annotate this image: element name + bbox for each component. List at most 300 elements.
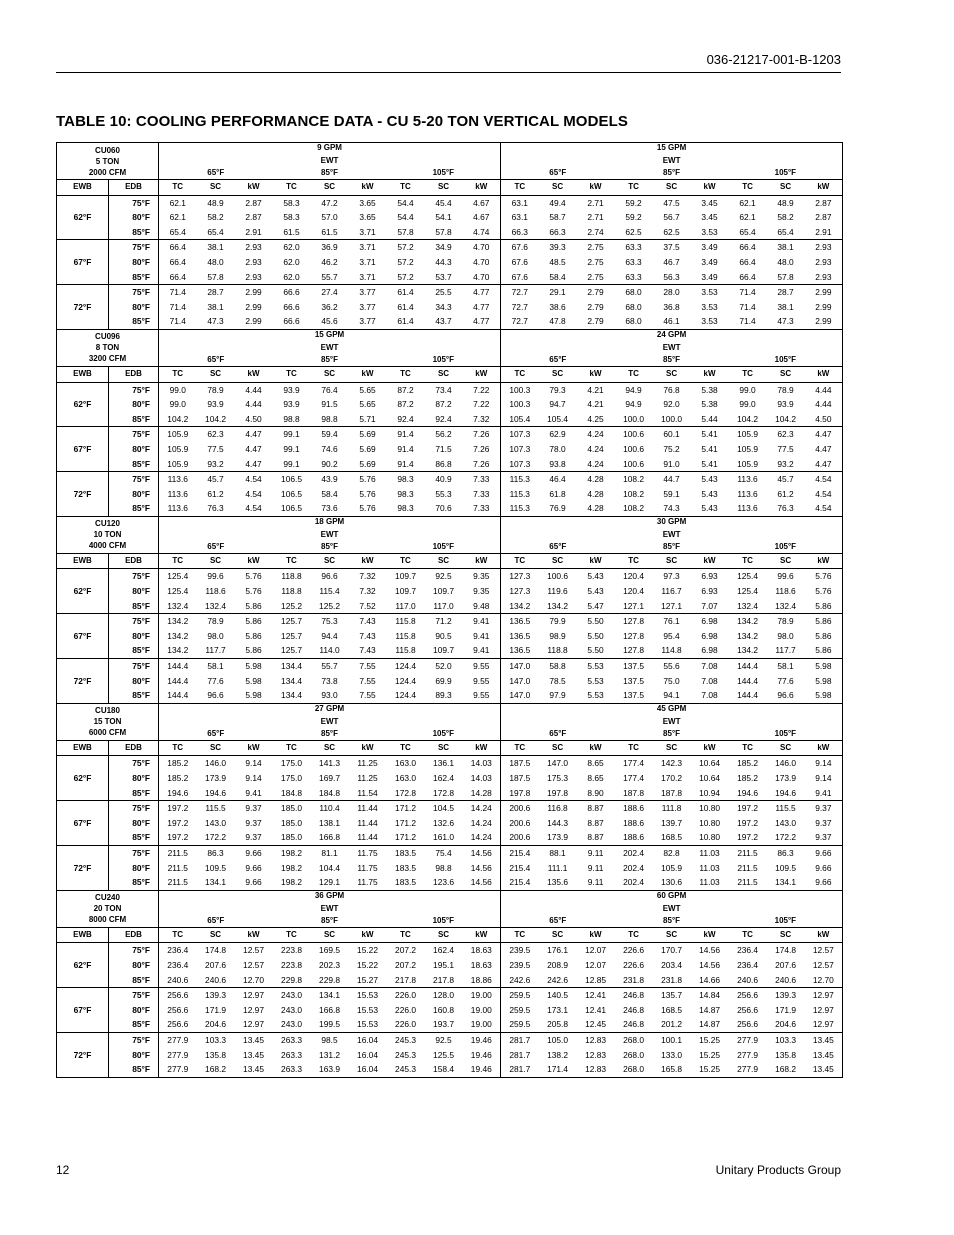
data-cell: 29.1 (539, 285, 577, 300)
data-cell: 5.69 (359, 443, 376, 454)
data-cell: 5.38 (701, 399, 718, 410)
gpm-label: 15 GPM (656, 143, 687, 152)
data-cell: 120.4 (623, 571, 645, 582)
data-cell: 197.2 (167, 832, 189, 843)
data-cell: 115.3 (509, 503, 530, 514)
data-cell: 95.4 (663, 630, 680, 641)
data-cell: 108.2 (615, 472, 653, 487)
column-label: kW (805, 180, 843, 196)
data-cell: 113.6 (737, 488, 758, 499)
model-cfm: 4000 CFM (88, 541, 127, 551)
data-cell: 10.64 (699, 773, 721, 783)
edb-value: 75°F (109, 382, 159, 397)
ewb-value: 67°F (57, 801, 109, 846)
data-cell: 99.0 (169, 384, 186, 395)
data-cell: 55.6 (653, 659, 691, 674)
data-cell: 104.2 (737, 413, 759, 424)
data-cell: 87.2 (435, 399, 452, 410)
data-cell: 99.1 (283, 443, 300, 454)
table-row (57, 830, 843, 845)
edb-value: 75°F (109, 756, 159, 771)
data-cell: 143.0 (205, 817, 226, 828)
ewb-value: 72°F (57, 285, 109, 330)
ewt-temperature: 85°F (663, 541, 681, 551)
data-cell: 58.1 (767, 659, 805, 674)
data-cell: 256.6 (159, 988, 197, 1003)
data-cell: 77.6 (207, 675, 224, 686)
data-cell: 2.87 (815, 197, 832, 208)
data-cell: 58.3 (283, 212, 300, 223)
data-cell: 44.3 (435, 256, 452, 267)
data-cell: 115.5 (197, 801, 235, 816)
data-cell: 144.4 (737, 675, 759, 686)
data-cell: 57.8 (777, 271, 794, 282)
column-label: TC (501, 740, 539, 756)
data-cell: 184.8 (281, 787, 302, 798)
data-cell: 100.3 (509, 399, 531, 410)
column-label: kW (463, 553, 501, 569)
edb-value: 85°F (109, 225, 159, 240)
data-cell: 98.8 (435, 862, 452, 873)
data-cell: 62.1 (169, 197, 186, 208)
ewt-temperature: 85°F (663, 915, 681, 925)
data-cell: 62.3 (767, 427, 805, 442)
data-cell: 5.43 (701, 503, 718, 514)
data-cell: 201.2 (661, 1019, 683, 1030)
edb-value: 75°F (109, 569, 159, 584)
gpm-label: 18 GPM (159, 516, 501, 529)
data-cell: 48.9 (777, 197, 794, 208)
data-cell: 5.76 (245, 586, 262, 597)
data-cell: 203.4 (661, 959, 683, 970)
table-row (57, 412, 843, 427)
data-cell: 71.5 (435, 443, 452, 454)
data-cell: 7.55 (359, 675, 376, 686)
model-size: 10 TON (93, 530, 122, 540)
data-cell: 75.3 (311, 614, 349, 629)
data-cell: 100.0 (623, 413, 645, 424)
data-cell: 49.4 (549, 197, 566, 208)
data-cell: 132.4 (205, 600, 226, 611)
data-cell: 174.8 (205, 945, 226, 956)
data-cell: 15.53 (349, 988, 387, 1003)
data-cell: 183.5 (395, 862, 416, 873)
table-row (57, 816, 843, 831)
column-label: TC (159, 366, 197, 382)
data-cell: 194.6 (737, 787, 759, 798)
data-cell: 90.5 (435, 630, 452, 641)
data-cell: 135.7 (653, 988, 691, 1003)
data-cell: 9.41 (463, 643, 501, 658)
data-cell: 5.98 (815, 690, 832, 701)
data-cell: 46.4 (539, 472, 577, 487)
data-cell: 245.3 (395, 1064, 416, 1075)
data-cell: 107.3 (501, 427, 539, 442)
column-label: TC (387, 366, 425, 382)
data-cell: 15.22 (357, 945, 378, 956)
data-cell: 107.3 (509, 443, 531, 454)
data-cell: 9.41 (815, 787, 832, 798)
data-cell: 74.6 (321, 443, 338, 454)
data-cell: 105.9 (167, 458, 189, 469)
data-cell: 67.6 (501, 240, 539, 255)
data-cell: 16.04 (349, 1032, 387, 1047)
data-cell: 263.3 (281, 1049, 302, 1060)
data-cell: 139.3 (767, 988, 805, 1003)
ewt-temperature: 85°F (321, 728, 338, 738)
data-cell: 226.0 (395, 1019, 416, 1030)
data-cell: 138.1 (319, 817, 340, 828)
data-cell: 12.41 (577, 988, 615, 1003)
data-cell: 97.9 (549, 690, 566, 701)
data-cell: 183.5 (395, 877, 416, 888)
data-cell: 82.8 (653, 845, 691, 860)
table-row (57, 1032, 843, 1047)
data-cell: 137.5 (623, 675, 645, 686)
data-cell: 19.46 (463, 1062, 501, 1077)
edb-value: 75°F (109, 472, 159, 487)
data-cell: 211.5 (167, 862, 188, 873)
table-row (57, 300, 843, 315)
data-cell: 3.71 (359, 256, 376, 267)
data-cell: 113.6 (159, 472, 197, 487)
data-cell: 73.4 (435, 384, 452, 395)
data-cell: 259.5 (509, 1004, 531, 1015)
data-cell: 197.2 (737, 832, 759, 843)
data-cell: 199.5 (319, 1019, 340, 1030)
data-cell: 54.4 (397, 197, 414, 208)
data-cell: 108.2 (623, 503, 645, 514)
data-cell: 98.0 (777, 630, 794, 641)
data-cell: 188.6 (623, 817, 645, 828)
data-cell: 12.70 (243, 974, 264, 985)
model-cfm: 2000 CFM (88, 167, 127, 177)
data-cell: 109.7 (433, 645, 454, 656)
data-cell: 7.26 (463, 427, 501, 442)
table-row (57, 845, 843, 860)
edb-value: 75°F (109, 845, 159, 860)
data-cell: 11.75 (357, 877, 378, 888)
data-cell: 202.3 (319, 959, 340, 970)
data-cell: 98.8 (321, 413, 338, 424)
column-label: kW (577, 553, 615, 569)
data-cell: 78.9 (777, 384, 794, 395)
data-cell: 158.4 (433, 1064, 454, 1075)
data-cell: 105.9 (167, 443, 189, 454)
data-cell: 205.8 (547, 1019, 569, 1030)
data-cell: 19.46 (463, 1048, 501, 1063)
data-cell: 200.6 (501, 801, 539, 816)
data-cell: 66.3 (549, 226, 566, 237)
column-label: SC (311, 927, 349, 943)
data-cell: 9.11 (587, 862, 604, 873)
data-cell: 134.2 (547, 600, 569, 611)
data-cell: 86.8 (435, 458, 452, 469)
data-cell: 62.3 (197, 427, 235, 442)
ewb-value: 67°F (57, 427, 109, 472)
data-cell: 131.2 (319, 1049, 340, 1060)
data-cell: 175.0 (281, 758, 302, 769)
data-cell: 226.0 (387, 988, 425, 1003)
data-cell: 54.4 (397, 212, 414, 223)
data-cell: 56.7 (663, 212, 680, 223)
data-cell: 211.5 (729, 845, 767, 860)
data-cell: 9.66 (235, 845, 273, 860)
data-cell: 2.75 (587, 256, 604, 267)
data-cell: 4.21 (587, 399, 604, 410)
column-label: TC (615, 180, 653, 196)
data-cell: 105.9 (159, 427, 197, 442)
data-cell: 277.9 (167, 1064, 189, 1075)
column-label: SC (767, 927, 805, 943)
table-row (57, 659, 843, 674)
data-cell: 100.6 (623, 443, 645, 454)
ewt-temperature: 65°F (207, 541, 225, 551)
data-cell: 48.5 (549, 256, 566, 267)
table-row (57, 442, 843, 457)
column-label: SC (311, 366, 349, 382)
edb-value: 80°F (109, 487, 159, 502)
model-model: CU060 (95, 145, 120, 155)
data-cell: 15.22 (357, 959, 378, 970)
data-cell: 175.3 (547, 773, 569, 783)
data-cell: 162.4 (433, 945, 454, 956)
data-cell: 7.32 (359, 571, 376, 582)
data-cell: 4.47 (805, 427, 843, 442)
data-cell: 48.0 (777, 256, 794, 267)
data-cell: 236.4 (167, 959, 189, 970)
data-cell: 127.1 (623, 600, 645, 611)
data-cell: 9.41 (245, 787, 262, 798)
data-cell: 118.8 (281, 586, 302, 597)
data-cell: 281.7 (501, 1032, 539, 1047)
data-cell: 2.71 (587, 212, 604, 223)
data-cell: 7.26 (463, 457, 501, 472)
data-cell: 12.83 (585, 1049, 607, 1060)
data-cell: 12.97 (243, 1019, 264, 1030)
data-cell: 77.5 (207, 443, 224, 454)
data-cell: 55.3 (435, 488, 452, 499)
ewb-value: 72°F (57, 659, 109, 704)
data-cell: 59.2 (625, 197, 642, 208)
column-label: kW (577, 740, 615, 756)
table-row (57, 1062, 843, 1077)
data-cell: 2.87 (815, 212, 832, 223)
data-cell: 134.2 (167, 630, 189, 641)
company-name: Unitary Products Group (715, 1163, 841, 1177)
data-cell: 69.9 (435, 675, 452, 686)
ewt-temperature: 105°F (387, 728, 501, 741)
data-cell: 55.7 (311, 659, 349, 674)
ewt-temperature: 65°F (549, 168, 567, 177)
data-cell: 45.6 (321, 316, 338, 327)
edb-value: 75°F (109, 195, 159, 210)
data-cell: 93.2 (207, 458, 224, 469)
edb-value: 75°F (109, 943, 159, 958)
data-cell: 62.1 (169, 212, 186, 223)
data-cell: 91.4 (397, 458, 414, 469)
table-row (57, 487, 843, 502)
column-label: kW (463, 927, 501, 943)
data-cell: 2.75 (577, 240, 615, 255)
data-cell: 38.1 (197, 240, 235, 255)
data-cell: 98.9 (549, 630, 566, 641)
data-cell: 169.5 (319, 945, 340, 956)
table-row (57, 1048, 843, 1063)
data-cell: 68.0 (625, 316, 642, 327)
data-cell: 5.98 (245, 690, 262, 701)
data-cell: 3.53 (701, 301, 718, 312)
edb-value: 85°F (109, 412, 159, 427)
data-cell: 94.1 (663, 690, 680, 701)
column-label: kW (805, 740, 843, 756)
data-cell: 173.9 (547, 832, 569, 843)
data-cell: 14.56 (463, 845, 501, 860)
data-cell: 6.98 (691, 614, 729, 629)
data-cell: 66.4 (739, 271, 756, 282)
edb-value: 80°F (109, 771, 159, 786)
edb-value: 85°F (109, 830, 159, 845)
model-cfm: 8000 CFM (88, 915, 127, 925)
data-cell: 3.45 (701, 197, 718, 208)
table-row (57, 457, 843, 472)
data-cell: 226.6 (623, 959, 645, 970)
edb-value: 80°F (109, 674, 159, 689)
data-cell: 116.8 (539, 801, 577, 816)
data-cell: 58.8 (539, 659, 577, 674)
data-cell: 2.91 (815, 226, 832, 237)
data-cell: 91.0 (663, 458, 680, 469)
data-cell: 45.7 (767, 472, 805, 487)
column-label: TC (501, 927, 539, 943)
column-label: SC (539, 180, 577, 196)
model-header-row (57, 703, 843, 716)
data-cell: 197.2 (159, 801, 197, 816)
data-cell: 134.4 (273, 659, 311, 674)
data-cell: 281.7 (509, 1049, 531, 1060)
data-cell: 105.9 (729, 427, 767, 442)
data-cell: 4.77 (463, 314, 501, 329)
data-cell: 16.04 (357, 1064, 378, 1075)
column-label: SC (197, 366, 235, 382)
table-row (57, 943, 843, 958)
data-cell: 11.44 (357, 832, 378, 843)
data-cell: 223.8 (281, 959, 302, 970)
column-label: kW (691, 927, 729, 943)
data-cell: 34.9 (425, 240, 463, 255)
data-cell: 5.43 (691, 472, 729, 487)
data-cell: 125.2 (281, 600, 302, 611)
data-cell: 99.6 (207, 571, 224, 582)
table-row (57, 599, 843, 614)
data-cell: 91.4 (387, 427, 425, 442)
column-label: kW (235, 927, 273, 943)
data-cell: 43.9 (311, 472, 349, 487)
ewb-header: EWB (57, 180, 109, 196)
data-cell: 172.8 (433, 787, 454, 798)
data-cell: 175.0 (281, 773, 302, 783)
data-cell: 105.0 (539, 1032, 577, 1047)
data-cell: 207.2 (395, 945, 416, 956)
data-cell: 71.4 (169, 301, 186, 312)
data-cell: 61.4 (387, 285, 425, 300)
data-cell: 99.0 (739, 399, 756, 410)
data-cell: 5.98 (805, 659, 843, 674)
data-cell: 204.6 (205, 1019, 226, 1030)
table-row (57, 688, 843, 703)
data-cell: 11.44 (349, 801, 387, 816)
data-cell: 105.9 (737, 458, 759, 469)
table-row (57, 629, 843, 644)
data-cell: 36.8 (663, 301, 680, 312)
data-cell: 34.3 (435, 301, 452, 312)
data-cell: 76.9 (549, 503, 566, 514)
data-cell: 4.50 (245, 413, 262, 424)
data-cell: 12.45 (585, 1019, 607, 1030)
edb-value: 85°F (109, 973, 159, 988)
data-cell: 162.4 (433, 773, 454, 783)
column-label: SC (197, 180, 235, 196)
table-row (57, 472, 843, 487)
data-cell: 14.56 (699, 959, 721, 970)
data-cell: 2.75 (587, 271, 604, 282)
data-cell: 104.2 (167, 413, 189, 424)
data-cell: 109.7 (433, 586, 454, 597)
table-row (57, 427, 843, 442)
data-cell: 36.2 (321, 301, 338, 312)
ewt-temperature: 65°F (549, 728, 567, 738)
column-label: TC (729, 180, 767, 196)
data-cell: 94.7 (549, 399, 566, 410)
model-header (57, 703, 159, 740)
data-cell: 9.14 (815, 773, 832, 783)
data-cell: 15.25 (691, 1032, 729, 1047)
data-cell: 138.2 (547, 1049, 569, 1060)
data-cell: 115.8 (387, 614, 425, 629)
data-cell: 110.4 (311, 801, 349, 816)
data-cell: 256.6 (729, 988, 767, 1003)
data-cell: 125.4 (737, 586, 759, 597)
data-cell: 168.2 (205, 1064, 226, 1075)
data-cell: 61.2 (207, 488, 224, 499)
column-label: SC (539, 553, 577, 569)
column-label: kW (577, 366, 615, 382)
data-cell: 136.1 (433, 758, 454, 769)
data-cell: 115.3 (501, 472, 539, 487)
data-cell: 134.2 (167, 645, 189, 656)
data-cell: 57.2 (387, 240, 425, 255)
edb-value: 75°F (109, 659, 159, 674)
table-row (57, 958, 843, 973)
data-cell: 96.6 (321, 571, 338, 582)
data-cell: 2.91 (245, 226, 262, 237)
data-cell: 60.1 (653, 427, 691, 442)
data-cell: 135.6 (547, 877, 569, 888)
data-cell: 48.9 (207, 197, 224, 208)
data-cell: 173.1 (547, 1004, 569, 1015)
data-cell: 9.37 (245, 832, 262, 843)
column-label: TC (387, 553, 425, 569)
data-cell: 78.9 (767, 614, 805, 629)
data-cell: 5.41 (691, 427, 729, 442)
column-label: SC (311, 553, 349, 569)
edb-value: 75°F (109, 614, 159, 629)
data-cell: 66.6 (283, 301, 300, 312)
data-cell: 12.97 (812, 1019, 834, 1030)
ewt-temperature: 105°F (774, 728, 797, 738)
data-cell: 5.76 (245, 571, 262, 582)
data-cell: 134.2 (509, 600, 531, 611)
